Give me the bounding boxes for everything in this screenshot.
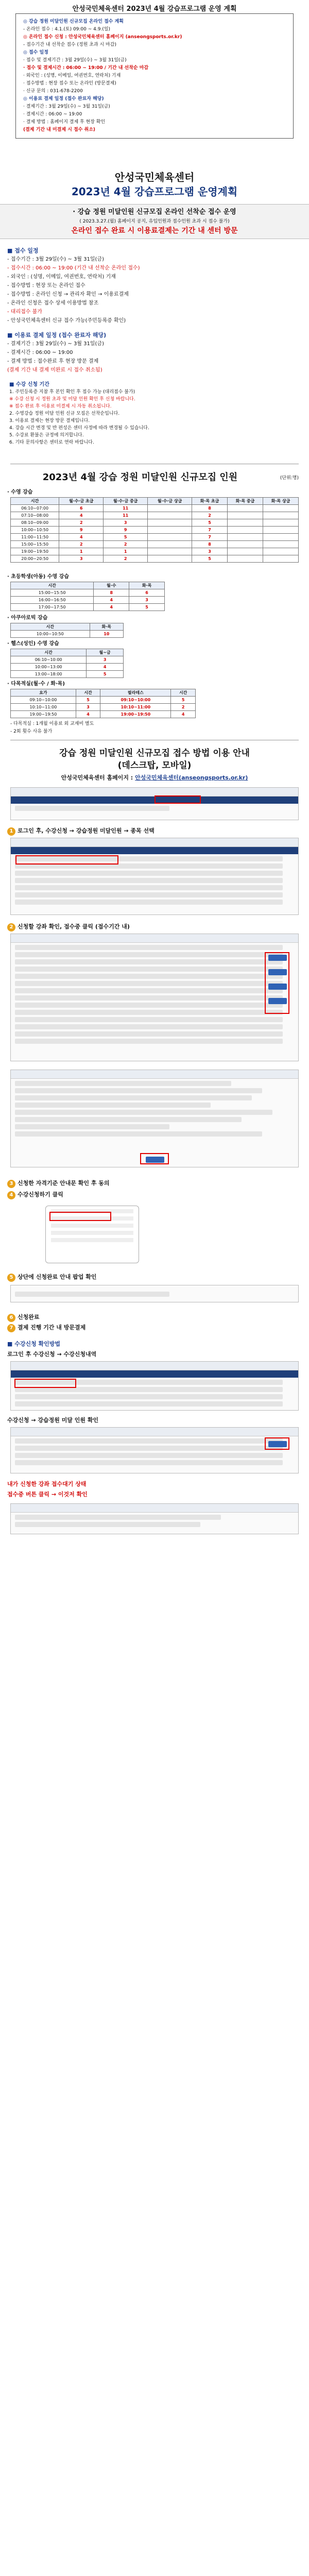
document-title: 안성국민체육센터 2023년 4월 강습프로그램 운영 계획 bbox=[72, 5, 237, 13]
table-cell: 5 bbox=[192, 555, 228, 563]
center-heading bbox=[0, 170, 309, 199]
table-cell bbox=[263, 548, 298, 555]
table-cell bbox=[263, 534, 298, 541]
table-header-cell: 월·수·금 초급 bbox=[59, 498, 104, 505]
aquarobic-label: · 아쿠아로빅 강습 bbox=[7, 615, 48, 621]
table-cell: 3 bbox=[104, 519, 148, 527]
table-cell bbox=[263, 541, 298, 548]
step-text: 신청완료 bbox=[18, 1314, 40, 1320]
table-header-cell: 월~금 bbox=[87, 649, 124, 656]
table-cell bbox=[263, 505, 298, 512]
check-step-4 bbox=[7, 1490, 88, 1498]
notes-line: 4. 강습 시간 변경 및 반 편성은 센터 사정에 따라 변경될 수 있습니다. bbox=[9, 426, 149, 431]
reception-item: - 접수방법 : 현장 또는 온라인 접수 bbox=[7, 283, 85, 289]
table-cell: 2 bbox=[59, 541, 104, 548]
table-cell bbox=[228, 541, 263, 548]
summary-line: · 결제시간 : 06:00 ~ 19:00 bbox=[23, 112, 82, 117]
table-row bbox=[11, 597, 165, 604]
summary-line: · 접수방법 : 현장 접수 또는 온라인 (방문결제) bbox=[23, 81, 116, 86]
highlight-box bbox=[265, 1437, 289, 1450]
table-cell: 10 bbox=[90, 631, 123, 638]
gym-table bbox=[10, 649, 124, 678]
table-row bbox=[11, 631, 124, 638]
table-row bbox=[11, 505, 299, 512]
table-cell bbox=[228, 555, 263, 563]
check-step-text: 수강신청 → 강습정원 미달 인원 확인 bbox=[7, 1417, 99, 1423]
table-cell bbox=[263, 555, 298, 563]
table-cell: 10:10~11:00 bbox=[100, 704, 171, 711]
table-cell: 4 bbox=[94, 604, 129, 611]
table-header-row bbox=[11, 498, 299, 505]
step-number: 6 bbox=[7, 1314, 15, 1322]
footer-screenshot bbox=[10, 1503, 299, 1534]
table-cell: 15:00~15:50 bbox=[11, 541, 59, 548]
table-header-row bbox=[11, 649, 124, 656]
homepage-label: 안성국민체육센터 홈페이지 : bbox=[61, 774, 133, 781]
step-2 bbox=[7, 922, 130, 931]
table-header-row bbox=[11, 623, 124, 631]
table-cell bbox=[263, 527, 298, 534]
table-cell: 6 bbox=[129, 589, 165, 597]
notes-line: 2. 수영강습 정원 미달 인원 신규 모집은 선착순입니다. bbox=[9, 411, 120, 416]
payment-item: - 결제시간 : 06:00 ~ 19:00 bbox=[7, 350, 73, 355]
summary-line: ◎ 접수 일정 bbox=[23, 50, 48, 55]
summary-line: (결제 기간 내 미결제 시 접수 취소) bbox=[23, 127, 96, 132]
table-cell bbox=[148, 519, 192, 527]
table-cell: 4 bbox=[94, 597, 129, 604]
table-cell: 8 bbox=[192, 505, 228, 512]
payment-heading: ■ 이용료 결제 일정 (접수 완료자 해당) bbox=[7, 332, 107, 338]
table-cell: 5 bbox=[171, 697, 196, 704]
reception-item: - 접수기간 : 3월 29일(수) ~ 3월 31일(금) bbox=[7, 257, 104, 262]
table-cell: 3 bbox=[87, 656, 124, 664]
table-cell: 15:00~15:50 bbox=[11, 589, 94, 597]
table-header-cell: 화·목 bbox=[129, 582, 165, 589]
aquarobic-table bbox=[10, 623, 124, 638]
check-step-text: 로그인 후 수강신청 → 수강신청내역 bbox=[7, 1351, 97, 1358]
table-header-cell: 월·수·금 상급 bbox=[148, 498, 192, 505]
homepage-screenshot bbox=[10, 787, 299, 820]
homepage-link-line bbox=[0, 772, 309, 784]
step-text: 신청할 강좌 확인, 접수중 클릭 (접수기간 내) bbox=[18, 923, 130, 930]
summary-line: ◎ 온라인 접수 신청 : 안성국민체육센터 홈페이지 (anseongsports.or.kr) bbox=[23, 35, 182, 40]
table-cell: 4 bbox=[87, 664, 124, 671]
summary-box bbox=[15, 13, 294, 139]
table-header-cell: 화·목 상급 bbox=[263, 498, 298, 505]
step-7 bbox=[7, 1323, 85, 1332]
table-cell: 1 bbox=[104, 548, 148, 555]
table-cell: 11 bbox=[104, 505, 148, 512]
table-cell bbox=[228, 534, 263, 541]
notes-heading: ■ 수강 신청 기간 bbox=[9, 382, 49, 387]
step-text: 상단에 신청완료 안내 팝업 확인 bbox=[18, 1274, 97, 1280]
section3-title: 강습 정원 미달인원 신규모집 접수 방법 이용 안내 bbox=[59, 748, 250, 758]
table-cell: 20:00~20:50 bbox=[11, 555, 59, 563]
table-row bbox=[11, 548, 299, 555]
notes-block bbox=[0, 381, 309, 446]
table-cell: 4 bbox=[171, 711, 196, 718]
table-row bbox=[11, 604, 165, 611]
highlight-box bbox=[265, 952, 289, 1014]
table-header-cell: 시간 bbox=[76, 689, 100, 697]
reception-block bbox=[0, 246, 309, 325]
table-header-cell: 시간 bbox=[11, 623, 90, 631]
step-text: 로그인 후, 수강신청 → 강습정원 미달인원 → 종목 선택 bbox=[18, 827, 154, 834]
table-cell bbox=[228, 519, 263, 527]
step-6 bbox=[7, 1313, 40, 1322]
reception-item: - 외국인 : (성명, 이메일, 여권번호, 연락처) 기재 bbox=[7, 274, 116, 280]
notes-line: 5. 수강료 환불은 규정에 의거합니다. bbox=[9, 433, 84, 438]
multipurpose-table bbox=[10, 689, 196, 718]
swim-table bbox=[10, 497, 299, 563]
table-cell: 19:00~19:50 bbox=[100, 711, 171, 718]
payment-item: - 결제 방법 : 접수완료 후 현장 방문 결제 bbox=[7, 359, 99, 364]
summary-line: · 결제 방법 : 홈페이지 결제 후 현장 확인 bbox=[23, 120, 106, 125]
table-row bbox=[11, 519, 299, 527]
check-step-3 bbox=[7, 1480, 86, 1488]
table-cell: 09:10~10:00 bbox=[11, 697, 76, 704]
table-row bbox=[11, 589, 165, 597]
table-cell: 8 bbox=[94, 589, 129, 597]
summary-line: ◎ 이용료 결제 일정 (접수 완료자 해당) bbox=[23, 96, 104, 101]
step-number: 4 bbox=[7, 1191, 15, 1199]
table-cell: 10:10~11:00 bbox=[11, 704, 76, 711]
table-cell: 1 bbox=[59, 548, 104, 555]
table-cell: 2 bbox=[192, 512, 228, 519]
table-header-cell: 시간 bbox=[11, 498, 59, 505]
table-cell: 9 bbox=[104, 527, 148, 534]
table-row bbox=[11, 512, 299, 519]
table-cell: 4 bbox=[59, 534, 104, 541]
table-cell: 4 bbox=[76, 711, 100, 718]
step-1 bbox=[7, 826, 154, 836]
highlight-box bbox=[15, 855, 118, 865]
footnote-line: - 다목적실 : 1개월 이용료 외 교재비 별도 bbox=[10, 721, 94, 726]
table-header-row bbox=[11, 582, 165, 589]
table-cell: 19:00~19:50 bbox=[11, 711, 76, 718]
notes-line: 3. 이용료 결제는 현장 방문 결제입니다. bbox=[9, 418, 90, 423]
payment-item: - 결제기간 : 3월 29일(수) ~ 3월 31일(금) bbox=[7, 341, 104, 347]
kids-label: · 초등학생(아동) 수영 강습 bbox=[7, 574, 69, 580]
highlight-box bbox=[140, 1153, 169, 1164]
gym-section bbox=[0, 639, 309, 678]
banner-line: ( 2023.3.27.(월) 홈페이지 공지, 유입인원과 접수인원 초과 시 접수 불가) bbox=[79, 219, 230, 224]
table-header-cell: 월·수 bbox=[94, 582, 129, 589]
banner-line: · 강습 정원 미달인원 신규모집 온라인 선착순 접수 운영 bbox=[73, 208, 236, 216]
reception-item: - 안성국민체육센터 신규 접수 가능(주민등록증 확인) bbox=[7, 318, 126, 324]
step-number: 5 bbox=[7, 1274, 15, 1282]
table-cell: 5 bbox=[192, 519, 228, 527]
table-cell bbox=[228, 548, 263, 555]
course-list-screenshot bbox=[10, 838, 299, 915]
table-cell: 3 bbox=[76, 704, 100, 711]
footnote bbox=[0, 720, 309, 736]
notes-line: 1. 주민등록증 지참 후 본인 확인 후 접수 가능 (대리접수 불가) bbox=[9, 389, 135, 395]
table-cell: 08:10~09:00 bbox=[11, 519, 59, 527]
summary-line: · 접수 및 결제시간 : 06:00 ~ 19:00 / 기간 내 선착순 마감 bbox=[23, 65, 149, 71]
step-3 bbox=[7, 1179, 110, 1188]
table-row bbox=[11, 664, 124, 671]
step-number: 7 bbox=[7, 1324, 15, 1332]
table-header-cell: 시간 bbox=[11, 649, 87, 656]
table-cell bbox=[263, 512, 298, 519]
footnote-line: - 2회 횟수 사유 불가 bbox=[10, 729, 53, 734]
table-cell bbox=[148, 541, 192, 548]
course-detail-screenshot bbox=[10, 934, 299, 1061]
table-cell: 06:10~10:00 bbox=[11, 656, 87, 664]
table-header-cell: 필라테스 bbox=[100, 689, 171, 697]
table-cell bbox=[148, 555, 192, 563]
section2-title: 2023년 4월 강습 정원 미달인원 신규모집 인원 bbox=[42, 472, 238, 483]
table-cell: 4 bbox=[59, 512, 104, 519]
table-cell: 2 bbox=[104, 541, 148, 548]
gym-label: · 헬스(성인) 수영 강습 bbox=[7, 641, 59, 647]
table-cell: 9 bbox=[59, 527, 104, 534]
reception-item: - 접수시간 : 06:00 ~ 19:00 (기간 내 선착순 온라인 접수) bbox=[7, 265, 140, 271]
check-step-text: 내가 신청한 강좌 접수대기 상태 bbox=[7, 1481, 87, 1487]
multipurpose-section bbox=[0, 679, 309, 718]
summary-line: · 접수 및 결제기간 : 3월 29일(수) ~ 3월 31일(금) bbox=[23, 58, 127, 63]
step-number: 2 bbox=[7, 923, 15, 931]
table-cell: 5 bbox=[76, 697, 100, 704]
table-row bbox=[11, 534, 299, 541]
table-cell: 07:10~08:00 bbox=[11, 512, 59, 519]
banner-line-red: 온라인 접수 완료 시 이용료결제는 기간 내 센터 방문 bbox=[71, 227, 238, 235]
step-5 bbox=[7, 1273, 96, 1282]
homepage-link[interactable]: 안성국민체육센터(anseongsports.or.kr) bbox=[135, 774, 248, 781]
summary-line: · 결제기간 : 3월 29일(수) ~ 3월 31일(금) bbox=[23, 104, 110, 109]
kids-section bbox=[0, 572, 309, 611]
table-row bbox=[11, 541, 299, 548]
kids-table bbox=[10, 582, 165, 611]
swim-section bbox=[0, 487, 309, 563]
summary-line: ◎ 강습 정원 미달인원 신규모집 온라인 접수 계획 bbox=[23, 19, 124, 24]
table-cell: 2 bbox=[171, 704, 196, 711]
table-cell bbox=[148, 548, 192, 555]
table-cell: 10:00~10:50 bbox=[11, 631, 90, 638]
step-text: 결제 진행 기간 내 방문결제 bbox=[18, 1324, 86, 1331]
table-cell bbox=[148, 505, 192, 512]
notes-line: 6. 기타 문의사항은 센터로 연락 바랍니다. bbox=[9, 440, 94, 445]
table-row bbox=[11, 555, 299, 563]
table-cell: 19:00~19:50 bbox=[11, 548, 59, 555]
highlight-box bbox=[14, 1379, 76, 1388]
summary-line: - 온라인 접수 : 4.1.(토) 09:00 ~ 4.9.(일) bbox=[23, 27, 111, 32]
table-row bbox=[11, 711, 196, 718]
table-row bbox=[11, 697, 196, 704]
payment-item: (결제 기간 내 결제 미완료 시 접수 취소됨) bbox=[7, 367, 102, 373]
section3-heading bbox=[0, 747, 309, 784]
table-header-row bbox=[11, 689, 196, 697]
table-cell bbox=[228, 527, 263, 534]
notes-line: ※ 접수 완료 후 이용료 미결제 시 자동 취소됩니다. bbox=[9, 404, 112, 409]
center-name: 안성국민체육센터 bbox=[114, 171, 195, 183]
table-cell bbox=[263, 519, 298, 527]
payment-block bbox=[0, 331, 309, 375]
notes-line: ※ 수강 신청 시 정원 초과 및 미달 인원 확인 후 신청 바랍니다. bbox=[9, 397, 135, 402]
table-cell: 5 bbox=[104, 534, 148, 541]
table-row bbox=[11, 656, 124, 664]
table-cell: 8 bbox=[192, 541, 228, 548]
table-cell: 7 bbox=[192, 534, 228, 541]
table-cell bbox=[148, 534, 192, 541]
table-cell: 3 bbox=[59, 555, 104, 563]
table-cell: 6 bbox=[59, 505, 104, 512]
table-cell: 16:00~16:50 bbox=[11, 597, 94, 604]
reception-heading: ■ 접수 일정 bbox=[7, 247, 39, 254]
reception-item: - 접수방법 : 온라인 신청 → 관리자 확인 → 이용료결제 bbox=[7, 292, 129, 297]
step-text: 신청한 자격기준 안내문 확인 후 동의 bbox=[18, 1180, 110, 1187]
table-header-cell: 시간 bbox=[11, 582, 94, 589]
step-number: 1 bbox=[7, 827, 15, 836]
summary-line: · 외국인 : (성명, 이메일, 여권번호, 연락처) 기재 bbox=[23, 73, 121, 78]
table-header-cell: 시간 bbox=[171, 689, 196, 697]
highlight-box bbox=[154, 795, 201, 804]
confirm-popup-screenshot bbox=[10, 1285, 299, 1302]
table-cell bbox=[228, 512, 263, 519]
table-cell: 13:00~18:00 bbox=[11, 671, 87, 678]
table-cell: 09:10~10:00 bbox=[100, 697, 171, 704]
table-row bbox=[11, 671, 124, 678]
table-header-cell: 월·수·금 중급 bbox=[104, 498, 148, 505]
step-text: 수강신청하기 클릭 bbox=[18, 1191, 63, 1198]
section2-unit: (단위:명) bbox=[280, 476, 299, 481]
highlight-box bbox=[49, 1212, 111, 1221]
table-cell: 11:00~11:50 bbox=[11, 534, 59, 541]
aquarobic-section bbox=[0, 613, 309, 638]
check-heading: ■ 수강신청 확인방법 bbox=[7, 1341, 61, 1347]
summary-line: - 접수기간 내 선착순 접수 (정원 초과 시 마감) bbox=[23, 42, 116, 47]
table-cell: 5 bbox=[87, 671, 124, 678]
table-cell: 17:00~17:50 bbox=[11, 604, 94, 611]
table-cell: 11 bbox=[104, 512, 148, 519]
table-cell: 06:10~07:00 bbox=[11, 505, 59, 512]
reception-item: - 온라인 신청은 접수 상세 이용방법 참조 bbox=[7, 300, 99, 306]
table-cell: 7 bbox=[192, 527, 228, 534]
summary-section bbox=[0, 13, 309, 139]
table-cell: 10:00~10:50 bbox=[11, 527, 59, 534]
table-cell: 3 bbox=[192, 548, 228, 555]
table-row bbox=[11, 704, 196, 711]
section3-subtitle: (데스크탑, 모바일) bbox=[117, 760, 192, 771]
table-cell bbox=[228, 505, 263, 512]
table-header-cell: 화·목 초급 bbox=[192, 498, 228, 505]
table-header-cell: 화·목 중급 bbox=[228, 498, 263, 505]
check-step-1 bbox=[7, 1350, 96, 1358]
table-cell: 10:00~13:00 bbox=[11, 664, 87, 671]
waiting-list-screenshot bbox=[10, 1427, 299, 1473]
summary-line: · 신규 문의 : 031-678-2200 bbox=[23, 89, 83, 94]
table-row bbox=[11, 527, 299, 534]
reception-item: - 대리접수 불가 bbox=[7, 309, 42, 315]
table-cell: 2 bbox=[59, 519, 104, 527]
swim-label: · 수영 강습 bbox=[7, 489, 33, 495]
table-cell: 5 bbox=[129, 604, 165, 611]
check-step-text: 접수중 버튼 클릭 → 이것저 확인 bbox=[7, 1491, 88, 1498]
table-cell: 2 bbox=[104, 555, 148, 563]
table-cell bbox=[148, 512, 192, 519]
section2-heading bbox=[0, 470, 309, 483]
step-number: 3 bbox=[7, 1180, 15, 1188]
step-4 bbox=[7, 1190, 63, 1199]
table-header-cell: 요가 bbox=[11, 689, 76, 697]
table-cell: 3 bbox=[129, 597, 165, 604]
notice-banner bbox=[0, 204, 309, 239]
check-step-2 bbox=[7, 1416, 98, 1424]
table-header-cell: 화·목 bbox=[90, 623, 123, 631]
center-subtitle: 2023년 4월 강습프로그램 운영계획 bbox=[71, 185, 238, 198]
multipurpose-label: · 다목적실(월·수 / 화·목) bbox=[7, 681, 65, 687]
table-cell bbox=[148, 527, 192, 534]
